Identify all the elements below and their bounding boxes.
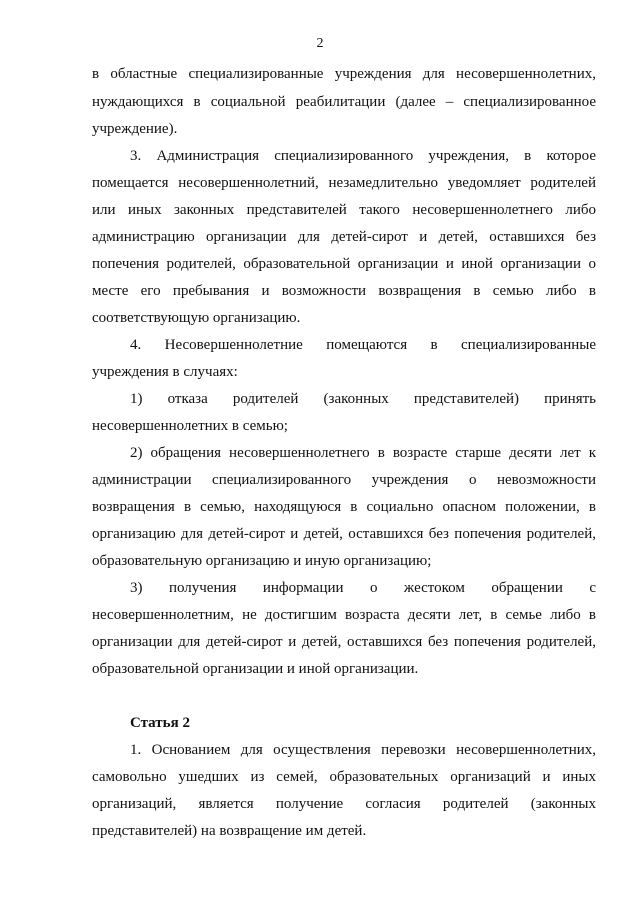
paragraph-line: 4. Несовершеннолетние помещаются в специализированные <box>130 337 596 353</box>
paragraph-line: в областные специализированные учреждения для несовершеннолетних, <box>92 66 596 82</box>
paragraph-line: несовершеннолетним, не достигшим возраста десяти лет, в семье либо в <box>92 607 596 623</box>
paragraph-line: соответствующую организацию. <box>92 310 301 326</box>
paragraph-line: 3) получения информации о жестоком обращении с <box>130 580 596 596</box>
paragraph-line: помещается несовершеннолетний, незамедлительно уведомляет родителей <box>92 175 596 191</box>
paragraph-line: администрации специализированного учреждения о невозможности <box>92 472 596 488</box>
paragraph-line: организаций, является получение согласия родителей (законных <box>92 796 596 812</box>
paragraph-line: администрацию организации для детей-сирот и детей, оставшихся без <box>92 229 596 245</box>
paragraph-line: 1) отказа родителей (законных представителей) принять <box>130 391 596 407</box>
paragraph-line: организации для детей-сирот и детей, оставшихся без попечения родителей, <box>92 634 596 650</box>
page-number: 2 <box>316 36 324 51</box>
paragraph-line: месте его пребывания и возможности возвращения в семью либо в <box>92 283 596 299</box>
paragraph-line: образовательную организацию и иную организацию; <box>92 553 432 569</box>
paragraph-line: нуждающихся в социальной реабилитации (далее – специализированное <box>92 94 596 110</box>
paragraph-line: 1. Основанием для осуществления перевозки несовершеннолетних, <box>130 742 596 758</box>
paragraph-line: 2) обращения несовершеннолетнего в возрасте старше десяти лет к <box>130 445 596 461</box>
paragraph-line: учреждения в случаях: <box>92 364 238 380</box>
paragraph-line: несовершеннолетних в семью; <box>92 418 288 434</box>
paragraph-line: возвращения в семью, находящуюся в социально опасном положении, в <box>92 499 596 515</box>
article-heading: Статья 2 <box>130 715 190 731</box>
paragraph-line: 3. Администрация специализированного учреждения, в которое <box>130 148 596 164</box>
paragraph-line: организацию для детей-сирот и детей, оставшихся без попечения родителей, <box>92 526 596 542</box>
paragraph-line: представителей) на возвращение им детей. <box>92 823 367 839</box>
paragraph-line: самовольно ушедших из семей, образовательных организаций и иных <box>92 769 596 785</box>
paragraph-line: учреждение). <box>92 121 178 137</box>
paragraph-line: или иных законных представителей такого несовершеннолетнего либо <box>92 202 596 218</box>
paragraph-line: попечения родителей, образовательной организации и иной организации о <box>92 256 596 272</box>
paragraph-line: образовательной организации и иной организации. <box>92 661 419 677</box>
